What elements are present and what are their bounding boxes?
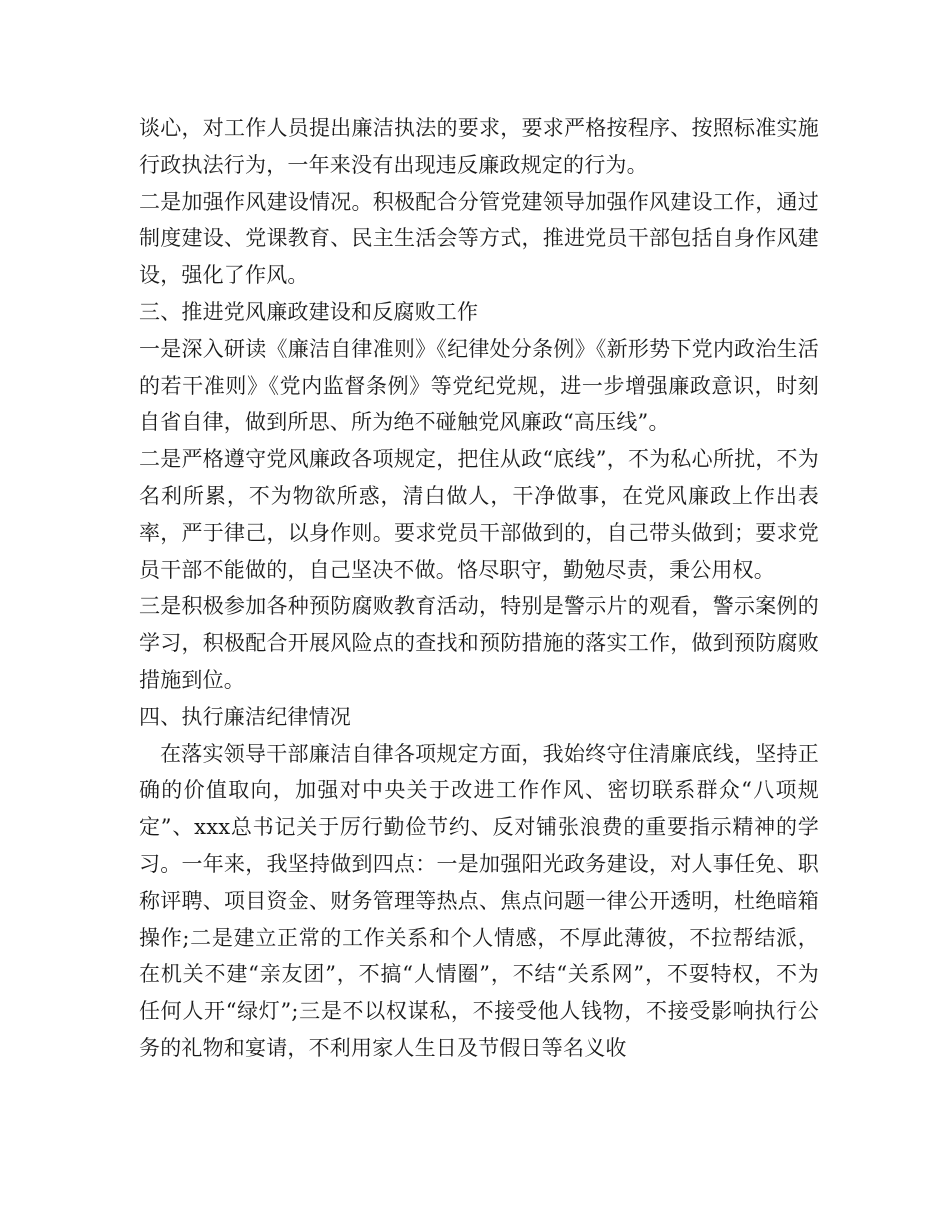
paragraph-5: 二是严格遵守党风廉政各项规定，把住从政“底线”，不为私心所扰，不为名利所累，不为物欲所惑，清白做人，干净做事，在党风廉政上作出表率，严于律己，以身作则。要求党员干部做到的，自己带头做到；要求党员干部不能做的，自己坚决不做。恪尽职守，勤勉尽责，秉公用权。 — [139, 447, 819, 582]
section-heading-3: 三、推进党风廉政建设和反腐败工作 — [139, 299, 479, 324]
document-body — [139, 110, 819, 1067]
paragraph-1: 谈心，对工作人员提出廉洁执法的要求，要求严格按程序、按照标准实施行政执法行为，一年来没有出现违反廉政规定的行为。 — [139, 116, 819, 177]
paragraph-4: 一是深入研读《廉洁自律准则》《纪律处分条例》《新形势下党内政治生活的若干准则》《党内监督条例》等党纪党规，进一步增强廉政意识，时刻自省自律，做到所思、所为绝不碰触党风廉政“高压线”。 — [139, 336, 819, 435]
section-heading-4: 四、执行廉洁纪律情况 — [139, 704, 351, 729]
paragraph-2: 二是加强作风建设情况。积极配合分管党建领导加强作风建设工作，通过制度建设、党课教育、民主生活会等方式，推进党员干部包括自身作风建设，强化了作风。 — [139, 189, 819, 288]
paragraph-8: 在落实领导干部廉洁自律各项规定方面，我始终守住清廉底线，坚持正确的价值取向，加强对中央关于改进工作作风、密切联系群众“八项规定”、xxx总书记关于厉行勤俭节约、反对铺张浪费的重要指示精神的学习。一年来，我坚持做到四点：一是加强阳光政务建设，对人事任免、职称评聘、项目资金、财务管理等热点、焦点问题一律公开透明，杜绝暗箱操作;二是建立正常的工作关系和个人情感，不厚此薄彼，不拉帮结派，在机关不建“亲友团”，不搞“人情圈”，不结“关系网”，不耍特权，不为任何人开“绿灯”;三是不以权谋私，不接受他人钱物，不接受影响执行公务的礼物和宴请，不利用家人生日及节假日等名义收 — [139, 741, 819, 1060]
paragraph-6: 三是积极参加各种预防腐败教育活动，特别是警示片的观看，警示案例的学习，积极配合开展风险点的查找和预防措施的落实工作，做到预防腐败措施到位。 — [139, 594, 819, 692]
